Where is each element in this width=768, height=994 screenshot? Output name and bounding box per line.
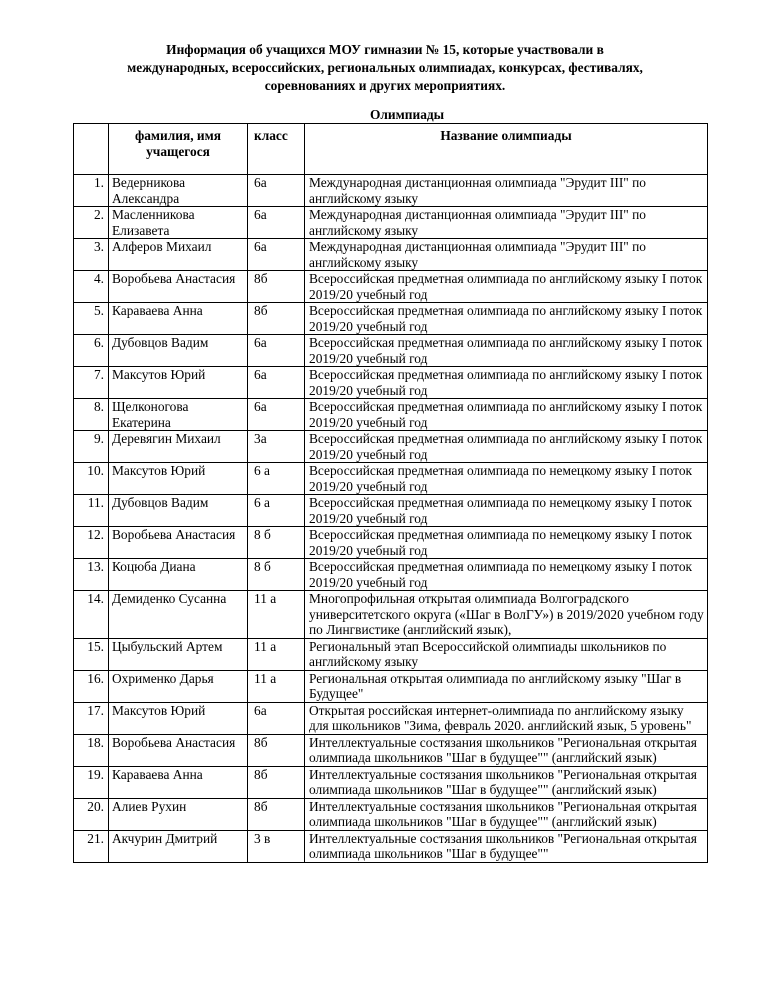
cell-class: 8б xyxy=(248,798,305,830)
cell-olympiad-title: Всероссийская предметная олимпиада по немецкому языку I поток 2019/20 учебный год xyxy=(305,527,708,559)
heading-line-3: соревнованиях и других мероприятиях. xyxy=(264,78,506,93)
cell-student-name: Караваева Анна xyxy=(109,303,248,335)
cell-number: 13. xyxy=(74,559,109,591)
cell-class: 11 а xyxy=(248,638,305,670)
cell-olympiad-title: Интеллектуальные состязания школьников "Региональная открытая олимпиада школьников "Шаг в будущее"" (английский язык) xyxy=(305,734,708,766)
table-row xyxy=(74,670,708,702)
cell-student-name: Алферов Михаил xyxy=(109,239,248,271)
cell-olympiad-title: Всероссийская предметная олимпиада по немецкому языку I поток 2019/20 учебный год xyxy=(305,559,708,591)
cell-olympiad-title: Международная дистанционная олимпиада "Эрудит III" по английскому языку xyxy=(305,239,708,271)
cell-class: 3 в xyxy=(248,830,305,862)
header-num xyxy=(74,124,109,175)
table-row xyxy=(74,367,708,399)
cell-olympiad-title: Международная дистанционная олимпиада "Эрудит III" по английскому языку xyxy=(305,207,708,239)
cell-class: 11 а xyxy=(248,591,305,639)
cell-student-name: Деревягин Михаил xyxy=(109,431,248,463)
table-row xyxy=(74,559,708,591)
cell-number: 21. xyxy=(74,830,109,862)
heading-line-2: международных, всероссийских, региональных олимпиадах, конкурсах, фестивалях, xyxy=(127,60,643,75)
header-class: класс xyxy=(248,124,305,175)
cell-olympiad-title: Всероссийская предметная олимпиада по английскому языку I поток 2019/20 учебный год xyxy=(305,303,708,335)
cell-student-name: Акчурин Дмитрий xyxy=(109,830,248,862)
table-row xyxy=(74,638,708,670)
cell-class: 6а xyxy=(248,367,305,399)
cell-number: 11. xyxy=(74,495,109,527)
cell-number: 9. xyxy=(74,431,109,463)
cell-class: 6а xyxy=(248,239,305,271)
table-row xyxy=(74,591,708,639)
cell-number: 14. xyxy=(74,591,109,639)
table-row xyxy=(74,495,708,527)
cell-student-name: Ведерникова Александра xyxy=(109,175,248,207)
table-row xyxy=(74,798,708,830)
cell-number: 4. xyxy=(74,271,109,303)
cell-olympiad-title: Всероссийская предметная олимпиада по английскому языку I поток 2019/20 учебный год xyxy=(305,335,708,367)
cell-student-name: Масленникова Елизавета xyxy=(109,207,248,239)
cell-class: 6а xyxy=(248,702,305,734)
cell-olympiad-title: Открытая российская интернет-олимпиада по английскому языку для школьников "Зима, февраль 2020. английский язык, 5 уровень" xyxy=(305,702,708,734)
cell-number: 10. xyxy=(74,463,109,495)
cell-student-name: Дубовцов Вадим xyxy=(109,335,248,367)
table-row xyxy=(74,766,708,798)
cell-student-name: Максутов Юрий xyxy=(109,702,248,734)
cell-olympiad-title: Всероссийская предметная олимпиада по английскому языку I поток 2019/20 учебный год xyxy=(305,431,708,463)
cell-class: 6а xyxy=(248,399,305,431)
cell-number: 19. xyxy=(74,766,109,798)
cell-olympiad-title: Всероссийская предметная олимпиада по немецкому языку I поток 2019/20 учебный год xyxy=(305,463,708,495)
cell-class: 8 б xyxy=(248,527,305,559)
table-row xyxy=(74,702,708,734)
document-heading xyxy=(100,41,670,95)
cell-class: 3а xyxy=(248,431,305,463)
header-name: фамилия, имя учащегося xyxy=(109,124,248,175)
cell-student-name: Воробьева Анастасия xyxy=(109,271,248,303)
header-title: Название олимпиады xyxy=(305,124,708,175)
cell-student-name: Караваева Анна xyxy=(109,766,248,798)
cell-olympiad-title: Международная дистанционная олимпиада "Эрудит III" по английскому языку xyxy=(305,175,708,207)
cell-class: 8б xyxy=(248,271,305,303)
cell-class: 6 а xyxy=(248,495,305,527)
cell-student-name: Цыбульский Артем xyxy=(109,638,248,670)
cell-olympiad-title: Всероссийская предметная олимпиада по английскому языку I поток 2019/20 учебный год xyxy=(305,367,708,399)
cell-student-name: Воробьева Анастасия xyxy=(109,527,248,559)
olympiads-table xyxy=(73,123,708,863)
cell-number: 6. xyxy=(74,335,109,367)
cell-number: 1. xyxy=(74,175,109,207)
cell-student-name: Демиденко Сусанна xyxy=(109,591,248,639)
table-row xyxy=(74,303,708,335)
cell-number: 17. xyxy=(74,702,109,734)
table-row xyxy=(74,335,708,367)
cell-olympiad-title: Региональный этап Всероссийской олимпиады школьников по английскому языку xyxy=(305,638,708,670)
table-header-row xyxy=(74,124,708,175)
cell-number: 3. xyxy=(74,239,109,271)
cell-number: 16. xyxy=(74,670,109,702)
cell-number: 12. xyxy=(74,527,109,559)
cell-class: 6а xyxy=(248,207,305,239)
table-row xyxy=(74,830,708,862)
cell-class: 8б xyxy=(248,303,305,335)
cell-student-name: Дубовцов Вадим xyxy=(109,495,248,527)
cell-olympiad-title: Интеллектуальные состязания школьников "Региональная открытая олимпиада школьников "Шаг в будущее"" xyxy=(305,830,708,862)
cell-student-name: Коцюба Диана xyxy=(109,559,248,591)
cell-student-name: Щелконогова Екатерина xyxy=(109,399,248,431)
cell-student-name: Охрименко Дарья xyxy=(109,670,248,702)
cell-student-name: Максутов Юрий xyxy=(109,367,248,399)
table-row xyxy=(74,271,708,303)
cell-olympiad-title: Региональная открытая олимпиада по английскому языку "Шаг в Будущее" xyxy=(305,670,708,702)
section-title: Олимпиады xyxy=(370,107,445,122)
cell-number: 20. xyxy=(74,798,109,830)
cell-class: 6а xyxy=(248,335,305,367)
table-row xyxy=(74,239,708,271)
table-row xyxy=(74,734,708,766)
cell-student-name: Максутов Юрий xyxy=(109,463,248,495)
cell-student-name: Алиев Рухин xyxy=(109,798,248,830)
table-row xyxy=(74,175,708,207)
table-row xyxy=(74,527,708,559)
cell-olympiad-title: Всероссийская предметная олимпиада по английскому языку I поток 2019/20 учебный год xyxy=(305,271,708,303)
cell-number: 2. xyxy=(74,207,109,239)
cell-olympiad-title: Всероссийская предметная олимпиада по немецкому языку I поток 2019/20 учебный год xyxy=(305,495,708,527)
cell-olympiad-title: Многопрофильная открытая олимпиада Волгоградского университетского округа («Шаг в ВолГУ») в 2019/2020 учебном году по Лингвистике (английский язык), xyxy=(305,591,708,639)
cell-olympiad-title: Всероссийская предметная олимпиада по английскому языку I поток 2019/20 учебный год xyxy=(305,399,708,431)
cell-olympiad-title: Интеллектуальные состязания школьников "Региональная открытая олимпиада школьников "Шаг в будущее"" (английский язык) xyxy=(305,766,708,798)
cell-olympiad-title: Интеллектуальные состязания школьников "Региональная открытая олимпиада школьников "Шаг в будущее"" (английский язык) xyxy=(305,798,708,830)
cell-number: 7. xyxy=(74,367,109,399)
table-row xyxy=(74,207,708,239)
table-row xyxy=(74,399,708,431)
cell-class: 6а xyxy=(248,175,305,207)
cell-class: 8б xyxy=(248,766,305,798)
cell-number: 18. xyxy=(74,734,109,766)
cell-number: 15. xyxy=(74,638,109,670)
cell-class: 8б xyxy=(248,734,305,766)
heading-line-1: Информация об учащихся МОУ гимназии № 15, которые участвовали в xyxy=(166,42,604,57)
cell-number: 8. xyxy=(74,399,109,431)
cell-number: 5. xyxy=(74,303,109,335)
cell-student-name: Воробьева Анастасия xyxy=(109,734,248,766)
cell-class: 11 а xyxy=(248,670,305,702)
table-row xyxy=(74,431,708,463)
cell-class: 6 а xyxy=(248,463,305,495)
table-row xyxy=(74,463,708,495)
cell-class: 8 б xyxy=(248,559,305,591)
